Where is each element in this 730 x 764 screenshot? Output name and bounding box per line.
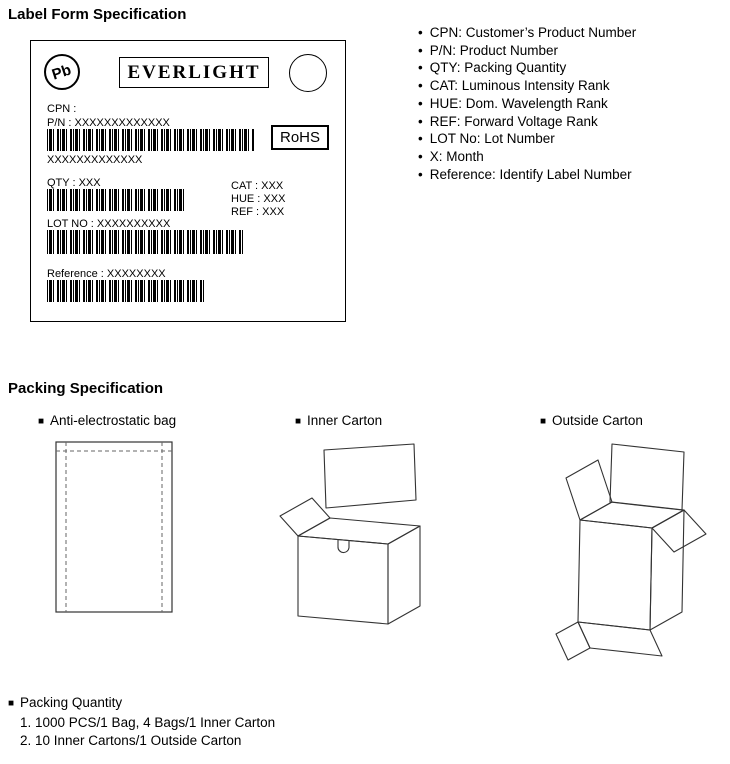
pb-text: Pb — [50, 60, 74, 84]
legend-item: • P/N: Product Number — [418, 42, 728, 60]
hue-label: HUE : XXX — [231, 193, 286, 205]
cat-label: CAT : XXX — [231, 180, 284, 192]
outside-carton-caption: ■ Outside Carton — [540, 413, 643, 428]
pn-barcode — [47, 129, 255, 151]
packing-quantity-line: 1. 1000 PCS/1 Bag, 4 Bags/1 Inner Carton — [20, 715, 276, 730]
reference-label: Reference : XXXXXXXX — [47, 268, 166, 280]
outside-carton-drawing — [528, 438, 708, 670]
legend-item: • X: Month — [418, 148, 728, 166]
lot-barcode — [47, 230, 243, 254]
pb-free-icon — [44, 54, 80, 90]
legend-item: • Reference: Identify Label Number — [418, 166, 728, 184]
label-form-title: Label Form Specification — [8, 6, 187, 23]
legend-item: • CPN: Customer’s Product Number — [418, 24, 728, 42]
legend-item: • CAT: Luminous Intensity Rank — [418, 77, 728, 95]
brand-logo: EVERLIGHT — [119, 57, 269, 88]
bag-caption: ■ Anti-electrostatic bag — [38, 413, 176, 428]
packing-quantity-line: 2. 10 Inner Cartons/1 Outside Carton — [20, 733, 242, 748]
label-specimen — [30, 40, 346, 322]
inner-carton-drawing — [268, 440, 436, 632]
cpn-label: CPN : — [47, 103, 77, 115]
inner-carton-caption: ■ Inner Carton — [295, 413, 382, 428]
packing-spec-title: Packing Specification — [8, 380, 164, 397]
anti-static-bag-drawing — [50, 438, 180, 616]
label-legend-list — [418, 24, 728, 183]
legend-item: • LOT No: Lot Number — [418, 130, 728, 148]
reference-barcode — [47, 280, 205, 302]
qty-label: QTY : XXX — [47, 177, 101, 189]
legend-item: • QTY: Packing Quantity — [418, 59, 728, 77]
lot-label: LOT NO : XXXXXXXXXX — [47, 218, 171, 230]
pn-text: XXXXXXXXXXXXX — [47, 154, 143, 166]
legend-item: • REF: Forward Voltage Rank — [418, 113, 728, 131]
pn-label: P/N : XXXXXXXXXXXXX — [47, 117, 170, 129]
qty-barcode — [47, 189, 187, 211]
ref-label: REF : XXX — [231, 206, 285, 218]
blank-circle-mark — [289, 54, 327, 92]
legend-item: • HUE: Dom. Wavelength Rank — [418, 95, 728, 113]
packing-quantity-title: ■ Packing Quantity — [8, 695, 122, 710]
rohs-badge: RoHS — [271, 125, 329, 150]
